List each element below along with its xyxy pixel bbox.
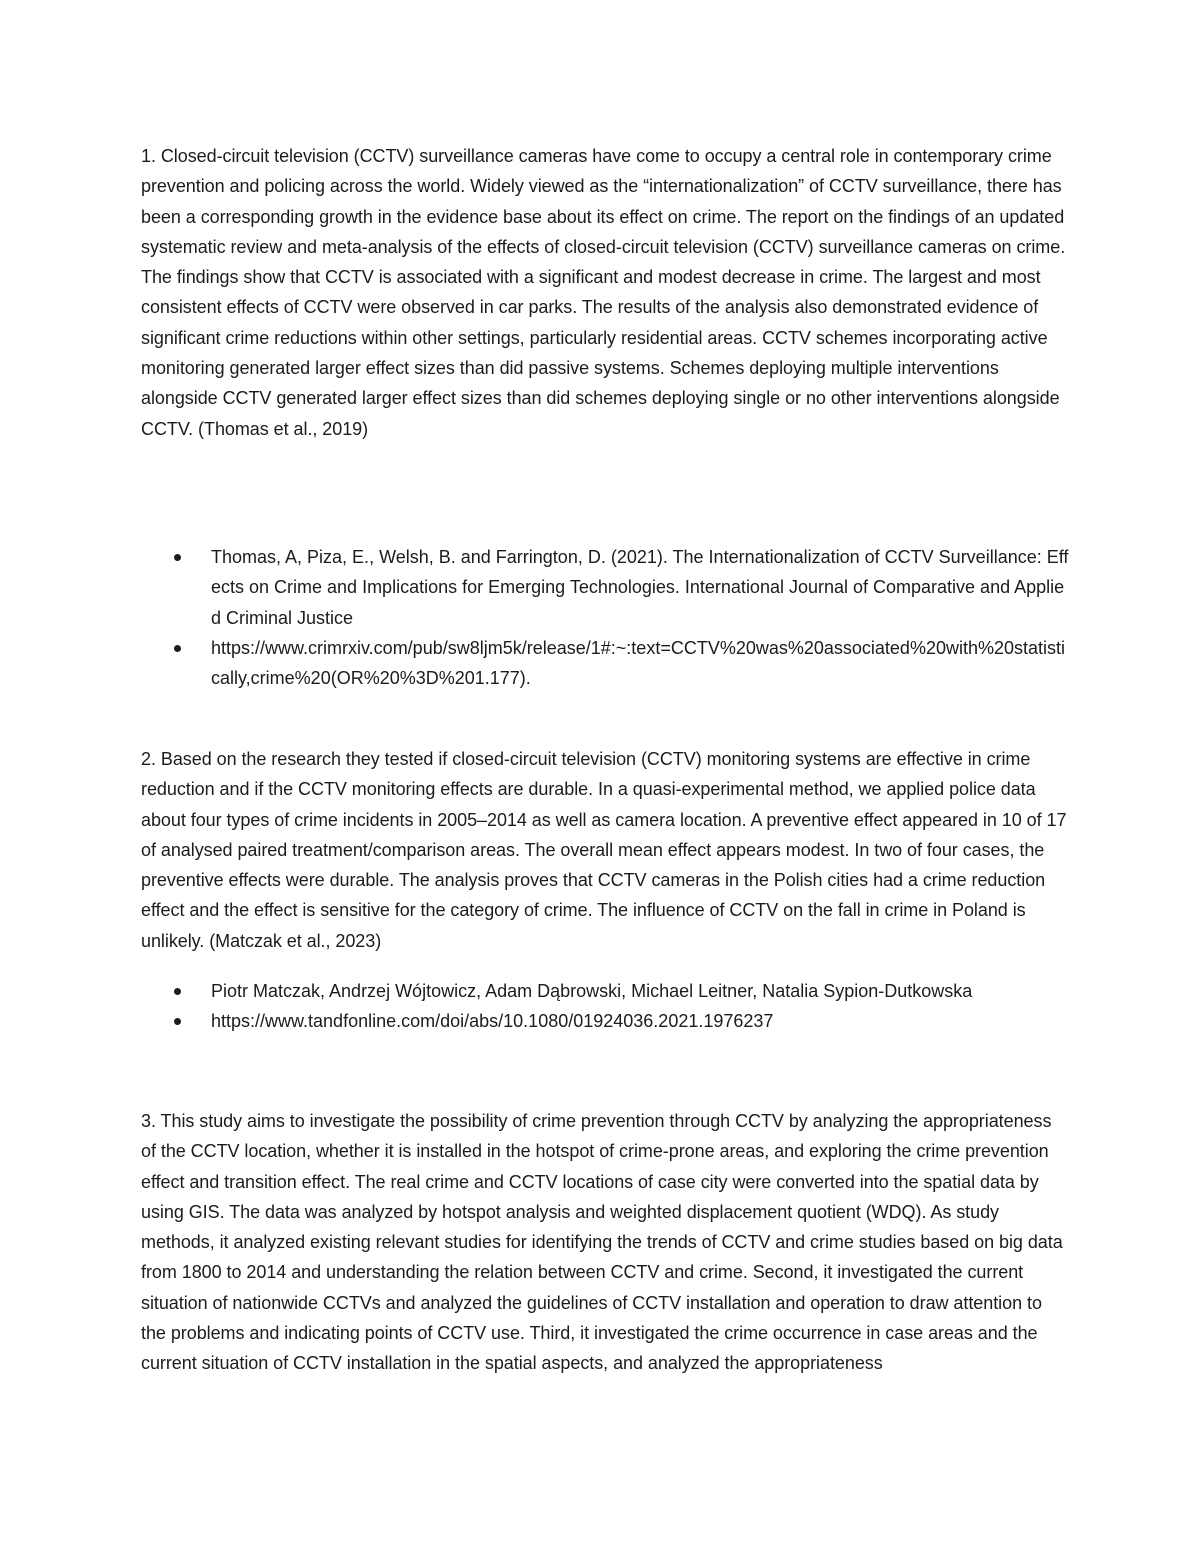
reference-list-2 bbox=[141, 976, 1071, 1037]
reference-authors: Piotr Matczak, Andrzej Wójtowicz, Adam Dąbrowski, Michael Leitner, Natalia Sypion-Dutkowska bbox=[211, 981, 973, 1001]
section-3 bbox=[141, 1106, 1071, 1379]
reference-item bbox=[141, 976, 1071, 1006]
reference-list-1 bbox=[141, 542, 1071, 693]
reference-link[interactable]: https://www.crimrxiv.com/pub/sw8ljm5k/release/1#:~:text=CCTV%20was%20associated%20with%20statistically,crime%20(OR%20%3D%201.177). bbox=[211, 637, 1066, 689]
section-2-references bbox=[141, 976, 1071, 1037]
paragraph-2: 2. Based on the research they tested if closed-circuit television (CCTV) monitoring systems are effective in crime reduction and if the CCTV monitoring effects are durable. In a quasi-experimental method, we applied police data about four types of crime incidents in 2005–2014 as well as camera location. A preventive effect appeared in 10 of 17 of analysed paired treatment/comparison areas. The overall mean effect appears modest. In two of four cases, the preventive effects were durable. The analysis proves that CCTV cameras in the Polish cities had a crime reduction effect and the effect is sensitive for the category of crime. The influence of CCTV on the fall in crime in Poland is unlikely. (Matczak et al., 2023) bbox=[141, 749, 1067, 951]
reference-citation: Thomas, A, Piza, E., Welsh, B. and Farrington, D. (2021). The Internationalization of CCTV Surveillance: Effects on Crime and Implications for Emerging Technologies. International Journal of Comparative and Applied Criminal Justice bbox=[211, 547, 1069, 628]
paragraph-1: 1. Closed-circuit television (CCTV) surveillance cameras have come to occupy a central role in contemporary crime prevention and policing across the world. Widely viewed as the “internationalization” of CCTV surveillance, there has been a corresponding growth in the evidence base about its effect on crime. The report on the findings of an updated systematic review and meta-analysis of the effects of closed-circuit television (CCTV) surveillance cameras on crime. The findings show that CCTV is associated with a significant and modest decrease in crime. The largest and most consistent effects of CCTV were observed in car parks. The results of the analysis also demonstrated evidence of significant crime reductions within other settings, particularly residential areas. CCTV schemes incorporating active monitoring generated larger effect sizes than did passive systems. Schemes deploying multiple interventions alongside CCTV generated larger effect sizes than did schemes deploying single or no other interventions alongside CCTV. (Thomas et al., 2019) bbox=[141, 146, 1066, 439]
section-1 bbox=[141, 141, 1071, 444]
section-2 bbox=[141, 744, 1071, 956]
bullet-icon bbox=[174, 988, 181, 995]
bullet-icon bbox=[174, 554, 181, 561]
reference-item bbox=[141, 1006, 1071, 1036]
reference-link[interactable]: https://www.tandfonline.com/doi/abs/10.1080/01924036.2021.1976237 bbox=[211, 1011, 774, 1032]
reference-item bbox=[141, 633, 1071, 694]
reference-item bbox=[141, 542, 1071, 633]
bullet-icon bbox=[174, 645, 181, 652]
paragraph-3: 3. This study aims to investigate the possibility of crime prevention through CCTV by analyzing the appropriateness of the CCTV location, whether it is installed in the hotspot of crime-prone areas, and exploring the crime prevention effect and transition effect. The real crime and CCTV locations of case city were converted into the spatial data by using GIS. The data was analyzed by hotspot analysis and weighted displacement quotient (WDQ). As study methods, it analyzed existing relevant studies for identifying the trends of CCTV and crime studies based on big data from 1800 to 2014 and understanding the relation between CCTV and crime. Second, it investigated the current situation of nationwide CCTVs and analyzed the guidelines of CCTV installation and operation to draw attention to the problems and indicating points of CCTV use. Third, it investigated the crime occurrence in case areas and the current situation of CCTV installation in the spatial aspects, and analyzed the appropriateness bbox=[141, 1111, 1063, 1374]
bullet-icon bbox=[174, 1018, 181, 1025]
section-1-references bbox=[141, 542, 1071, 693]
